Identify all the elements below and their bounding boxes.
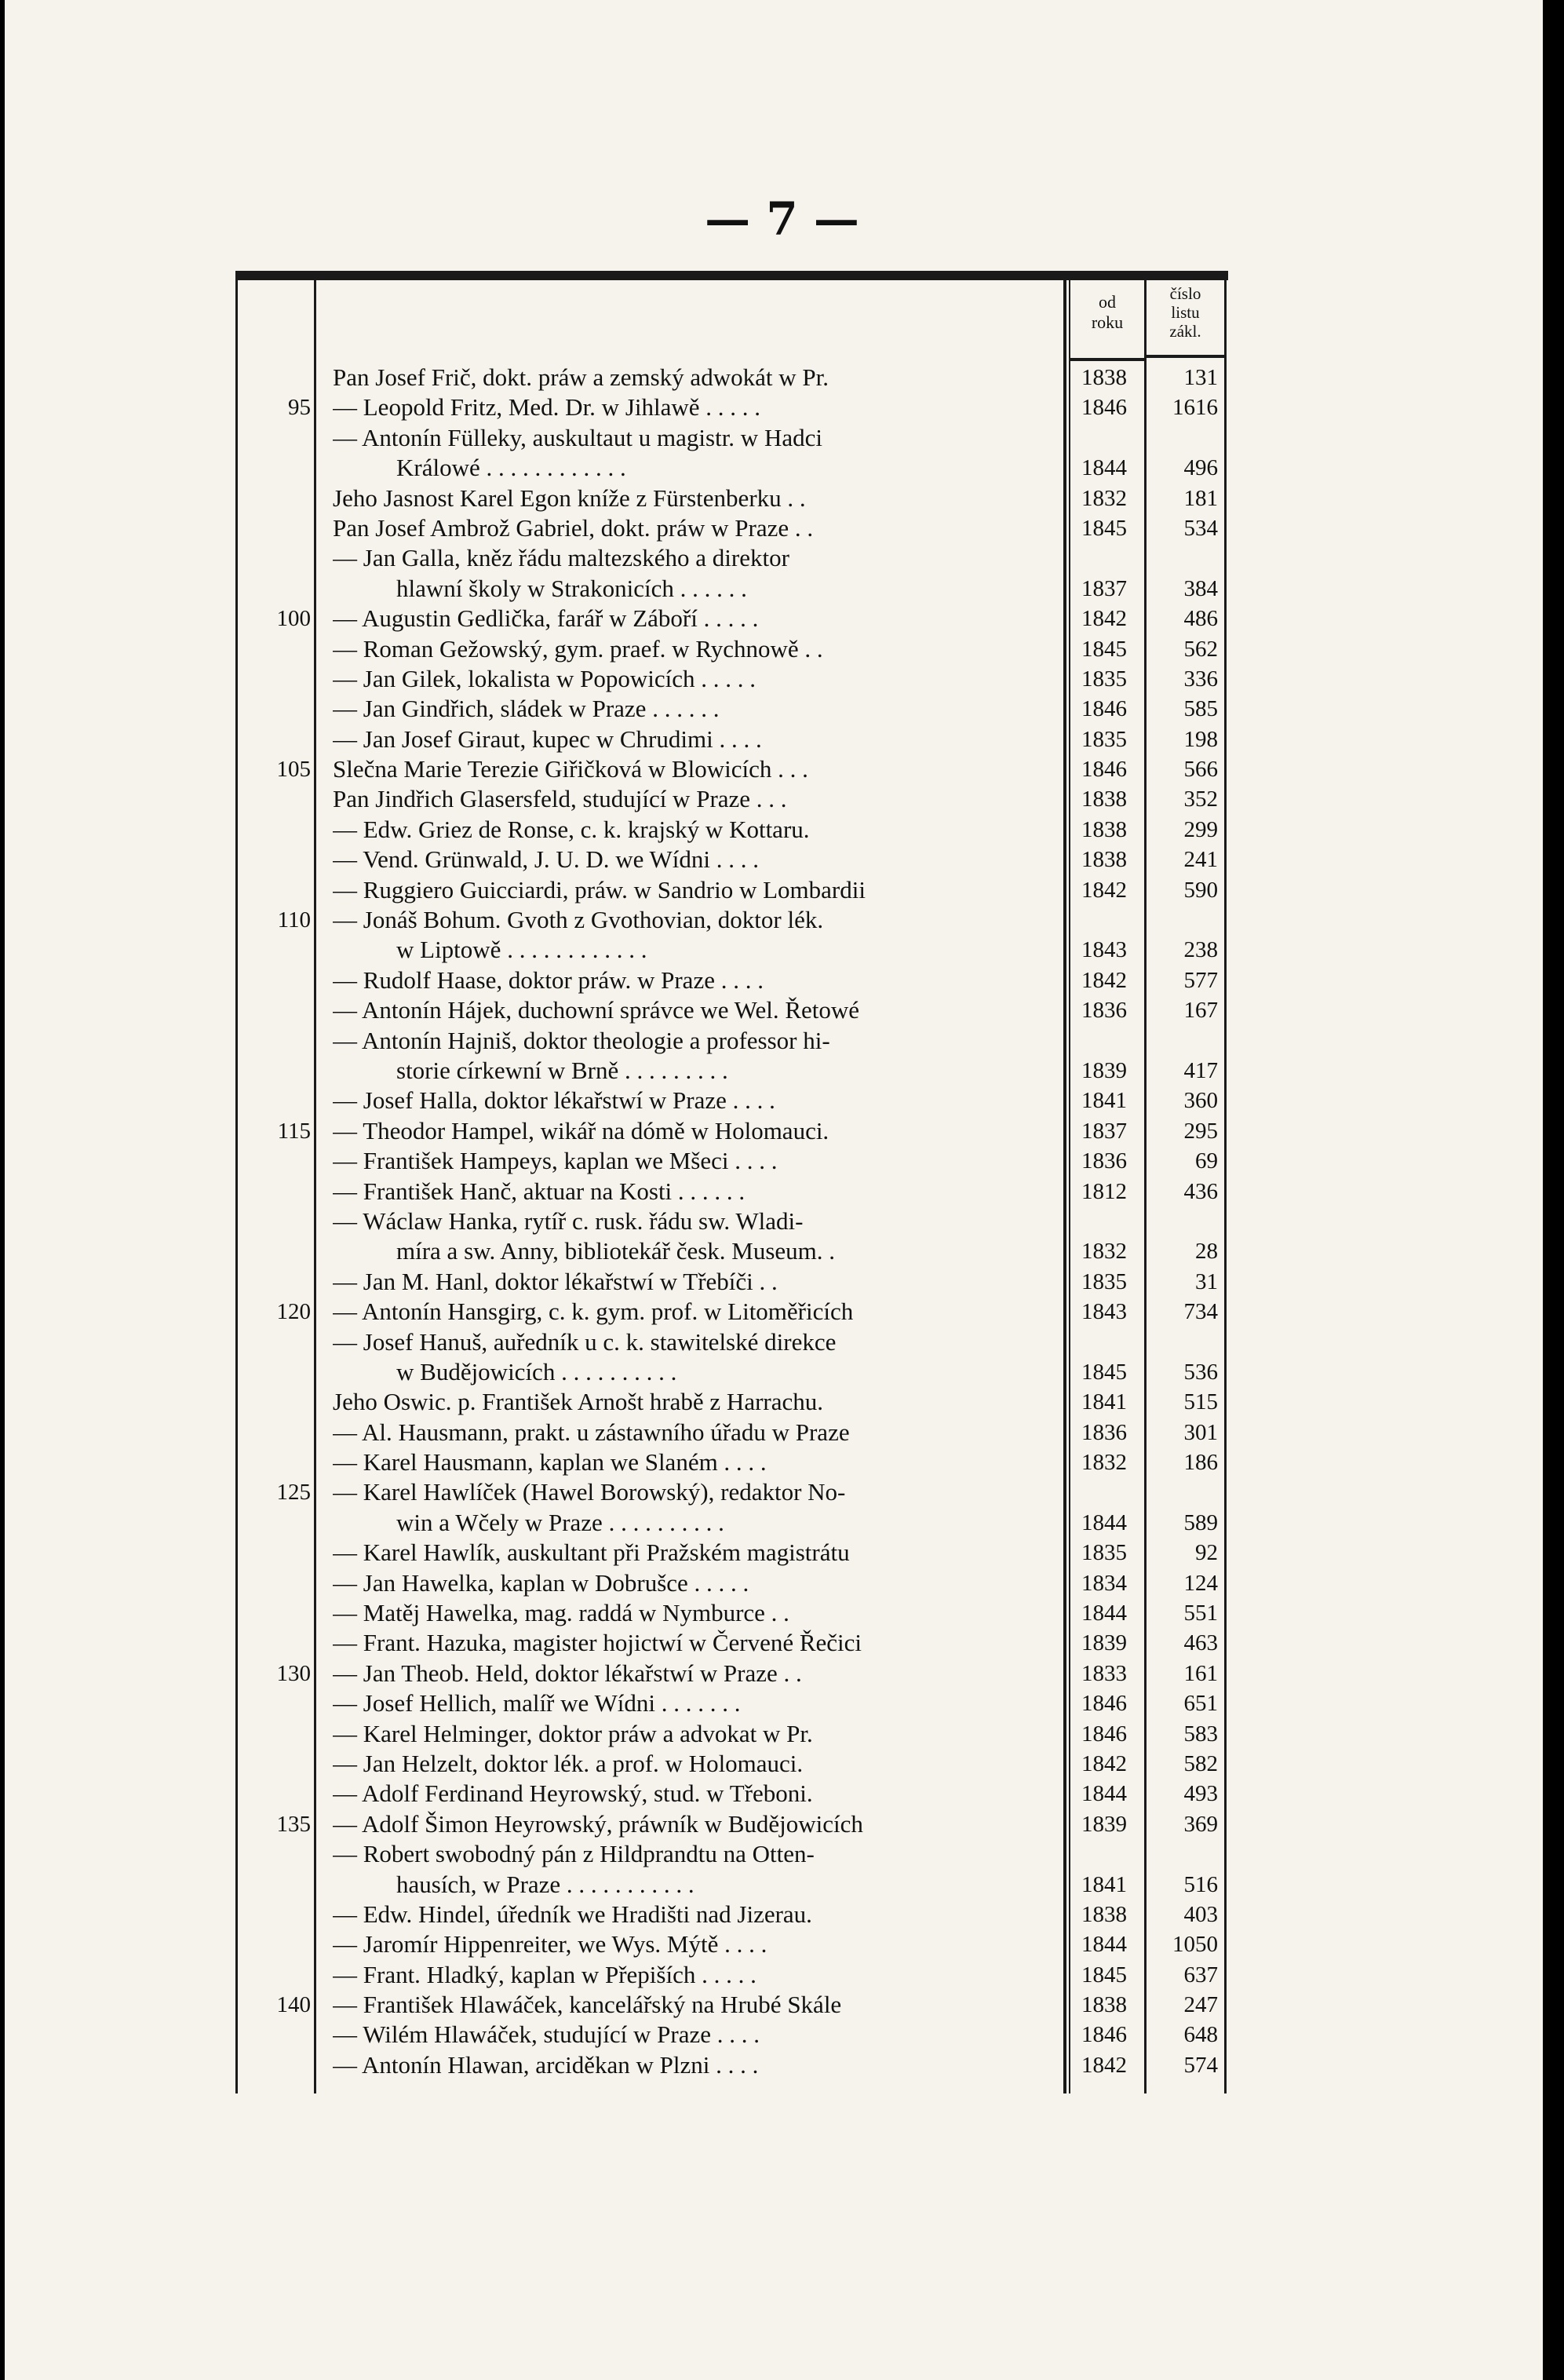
entry-text: — Jan Helzelt, doktor lék. a prof. w Holomauci. (333, 1749, 804, 1777)
table-row (0, 1327, 1564, 1357)
entry-year: 1839 (1081, 1057, 1127, 1083)
entry-sheet-number: 28 (1195, 1239, 1218, 1265)
entry-year: 1838 (1081, 847, 1127, 873)
entry-sheet-number: 1616 (1172, 395, 1218, 421)
entry-year: 1837 (1081, 575, 1127, 601)
table-row (0, 1688, 1564, 1718)
entry-text: — Leopold Fritz, Med. Dr. w Jihlawě . . . . . (333, 393, 761, 422)
entry-sheet-number: 131 (1183, 365, 1218, 390)
register-table (0, 363, 1564, 2080)
table-row (0, 1357, 1564, 1387)
entry-text: — Jan Josef Giraut, kupec w Chrudimi . . . . (333, 725, 762, 753)
entry-text: Slečna Marie Terezie Giřičková w Blowicích . . . (333, 755, 808, 783)
entry-sheet-number: 352 (1183, 787, 1218, 812)
entry-text: — Al. Hausmann, prakt. u zástawního úřadu w Praze (333, 1418, 850, 1446)
entry-sheet-number: 515 (1183, 1389, 1218, 1415)
entry-text: Jeho Jasnost Karel Egon kníže z Fürstenberku . . (333, 484, 806, 512)
entry-sheet-number: 69 (1195, 1148, 1218, 1174)
entry-text: — Jan Gilek, lokalista w Popowicích . . . . . (333, 664, 756, 692)
entry-year: 1844 (1081, 1509, 1127, 1535)
entry-text: — Roman Gežowský, gym. praef. w Rychnowě . . (333, 634, 823, 663)
entry-sheet-number: 536 (1183, 1359, 1218, 1385)
table-row (0, 1929, 1564, 1959)
entry-text: — Theodor Hampel, wikář na dómě w Holomauci. (333, 1116, 829, 1144)
entry-year: 1838 (1081, 787, 1127, 812)
entry-text: — Karel Hawlíček (Hawel Borowský), redaktor No- (333, 1478, 846, 1506)
table-row (0, 1779, 1564, 1809)
entry-year: 1845 (1081, 636, 1127, 662)
entry-year: 1845 (1081, 1359, 1127, 1385)
row-index: 100 (276, 606, 311, 632)
entry-text: — Adolf Ferdinand Heyrowský, stud. w Třeboni. (333, 1780, 813, 1808)
year-header-rule (1070, 358, 1144, 361)
entry-year: 1846 (1081, 1721, 1127, 1747)
entry-sheet-number: 186 (1183, 1450, 1218, 1476)
entry-text: — František Hampeys, kaplan we Mšeci . . . . (333, 1147, 778, 1175)
entry-year: 1838 (1081, 1992, 1127, 2018)
entry-text: — Antonín Fülleky, auskultaut u magistr. w Hadci (333, 423, 822, 451)
entry-text: — Matěj Hawelka, mag. raddá w Nymburce . . (333, 1599, 789, 1627)
entry-year: 1842 (1081, 1750, 1127, 1776)
entry-year: 1846 (1081, 757, 1127, 783)
entry-sheet-number: 463 (1183, 1630, 1218, 1656)
entry-text: — Frant. Hladký, kaplan w Přepiších . . . . . (333, 1960, 756, 1988)
entry-year: 1842 (1081, 967, 1127, 993)
year-header-line-2: roku (1091, 312, 1124, 332)
entry-year: 1844 (1081, 1781, 1127, 1807)
entry-sheet-number: 167 (1183, 998, 1218, 1024)
entry-text: — Antonín Hlawan, arciděkan w Plzni . . . . (333, 2050, 759, 2079)
entry-text: Jeho Oswic. p. František Arnošt hrabě z Harrachu. (333, 1388, 823, 1416)
table-row (0, 543, 1564, 573)
entry-year: 1838 (1081, 816, 1127, 842)
row-index: 135 (276, 1811, 311, 1837)
entry-sheet-number: 436 (1183, 1178, 1218, 1204)
table-row (0, 513, 1564, 543)
entry-sheet-number: 496 (1183, 455, 1218, 481)
entry-sheet-number: 648 (1183, 2022, 1218, 2048)
entry-text: — Robert swobodný pán z Hildprandtu na Otten- (333, 1840, 815, 1868)
entry-sheet-number: 637 (1183, 1962, 1218, 1988)
entry-text: — Ruggiero Guicciardi, práw. w Sandrio w Lombardii (333, 875, 866, 903)
entry-text: — Wilém Hlawáček, studující w Praze . . . . (333, 2020, 760, 2049)
entry-text: — Wáclaw Hanka, rytíř c. rusk. řádu sw. Wladi- (333, 1206, 804, 1235)
table-row (0, 1056, 1564, 1086)
row-index: 120 (276, 1299, 311, 1325)
entry-text: — Jonáš Bohum. Gvoth z Gvothovian, doktor lék. (333, 906, 824, 934)
table-row (0, 634, 1564, 664)
entry-year: 1845 (1081, 515, 1127, 541)
entry-year: 1841 (1081, 1088, 1127, 1114)
table-row (0, 1870, 1564, 1900)
entry-sheet-number: 299 (1183, 816, 1218, 842)
table-row (0, 966, 1564, 995)
entry-text: — Jan Hawelka, kaplan w Dobrušce . . . . . (333, 1568, 749, 1597)
row-index: 95 (288, 395, 311, 421)
entry-year: 1846 (1081, 395, 1127, 421)
table-row (0, 392, 1564, 422)
table-row (0, 1900, 1564, 1929)
entry-year: 1842 (1081, 2052, 1127, 2078)
entry-sheet-number: 247 (1183, 1992, 1218, 2018)
row-index: 110 (277, 907, 311, 933)
entry-text: — Jaromír Hippenreiter, we Wys. Mýtě . . . . (333, 1930, 767, 1958)
table-row (0, 1960, 1564, 1990)
entry-text: Pan Jindřich Glasersfeld, studující w Praze . . . (333, 785, 787, 813)
table-row (0, 1508, 1564, 1538)
entry-sheet-number: 486 (1183, 606, 1218, 632)
table-row (0, 1447, 1564, 1477)
entry-sheet-number: 585 (1183, 696, 1218, 722)
entry-text: — Antonín Hájek, duchowní správce we Wel. Řetowé (333, 996, 860, 1024)
entry-sheet-number: 516 (1183, 1871, 1218, 1897)
entry-year: 1844 (1081, 455, 1127, 481)
table-row (0, 845, 1564, 874)
entry-text: míra a sw. Anny, bibliotekář česk. Museum. . (396, 1237, 836, 1265)
entry-text: — Karel Helminger, doktor práw a advokat w Pr. (333, 1719, 813, 1747)
entry-year: 1839 (1081, 1630, 1127, 1656)
entry-text: — Jan Galla, kněz řádu maltezského a direktor (333, 544, 789, 572)
entry-sheet-number: 295 (1183, 1118, 1218, 1144)
table-row (0, 935, 1564, 965)
entry-year: 1835 (1081, 1268, 1127, 1294)
entry-text: — Rudolf Haase, doktor práw. w Praze . . . . (333, 966, 764, 994)
entry-sheet-number: 589 (1183, 1509, 1218, 1535)
entry-sheet-number: 181 (1183, 485, 1218, 511)
entry-text: — František Hlawáček, kancelářský na Hrubé Skále (333, 1991, 842, 2019)
table-row (0, 875, 1564, 905)
table-row (0, 1477, 1564, 1507)
table-top-rule (235, 271, 1228, 280)
entry-year: 1835 (1081, 666, 1127, 692)
entry-text: — Antonín Hajniš, doktor theologie a professor hi- (333, 1026, 830, 1054)
entry-year: 1836 (1081, 1419, 1127, 1445)
table-row (0, 363, 1564, 392)
table-row (0, 1177, 1564, 1206)
entry-text: — Vend. Grünwald, J. U. D. we Wídni . . . . (333, 845, 760, 874)
entry-text: — Adolf Šimon Heyrowský, práwník w Budějowicích (333, 1809, 863, 1838)
number-header-line-2: listu (1171, 303, 1200, 322)
entry-text: — Edw. Griez de Ronse, c. k. krajský w Kottaru. (333, 815, 810, 843)
entry-year: 1841 (1081, 1389, 1127, 1415)
table-row (0, 1206, 1564, 1236)
table-row (0, 905, 1564, 935)
entry-year: 1842 (1081, 606, 1127, 632)
entry-year: 1842 (1081, 877, 1127, 903)
entry-sheet-number: 551 (1183, 1601, 1218, 1626)
table-row (0, 754, 1564, 784)
entry-sheet-number: 198 (1183, 726, 1218, 752)
table-row (0, 2050, 1564, 2080)
entry-text: — Karel Hawlík, auskultant při Pražském magistrátu (333, 1539, 850, 1567)
entry-sheet-number: 651 (1183, 1691, 1218, 1717)
entry-text: Pan Josef Ambrož Gabriel, dokt. práw w Praze . . (333, 513, 814, 542)
table-row (0, 784, 1564, 814)
table-row (0, 1719, 1564, 1749)
entry-sheet-number: 336 (1183, 666, 1218, 692)
entry-sheet-number: 301 (1183, 1419, 1218, 1445)
entry-year: 1846 (1081, 696, 1127, 722)
entry-year: 1837 (1081, 1118, 1127, 1144)
entry-year: 1836 (1081, 998, 1127, 1024)
table-row (0, 574, 1564, 604)
entry-sheet-number: 590 (1183, 877, 1218, 903)
entry-sheet-number: 124 (1183, 1570, 1218, 1596)
row-index: 115 (277, 1118, 311, 1144)
entry-year: 1812 (1081, 1178, 1127, 1204)
entry-text: — Josef Halla, doktor lékařstwí w Praze . . . . (333, 1086, 775, 1115)
entry-text: — Karel Hausmann, kaplan we Slaném . . . . (333, 1448, 767, 1477)
number-header-line-1: číslo (1169, 284, 1201, 303)
entry-sheet-number: 241 (1183, 847, 1218, 873)
table-row (0, 1839, 1564, 1869)
table-row (0, 694, 1564, 724)
entry-sheet-number: 1050 (1172, 1932, 1218, 1958)
entry-text: w Budějowicích . . . . . . . . . . (396, 1357, 677, 1385)
table-row (0, 1659, 1564, 1688)
entry-sheet-number: 403 (1183, 1901, 1218, 1927)
row-index: 125 (276, 1480, 311, 1506)
entry-sheet-number: 577 (1183, 967, 1218, 993)
entry-sheet-number: 566 (1183, 757, 1218, 783)
number-column-header (1147, 284, 1224, 341)
entry-text: — Antonín Hansgirg, c. k. gym. prof. w Litoměřicích (333, 1298, 854, 1326)
table-row (0, 1990, 1564, 2020)
entry-text: — Frant. Hazuka, magister hojictwí w Červené Řečici (333, 1629, 862, 1657)
table-row (0, 1387, 1564, 1417)
table-row (0, 815, 1564, 845)
table-row (0, 1297, 1564, 1327)
entry-year: 1843 (1081, 937, 1127, 963)
table-row (0, 1026, 1564, 1056)
entry-sheet-number: 582 (1183, 1750, 1218, 1776)
table-row (0, 1749, 1564, 1779)
entry-text: — Augustin Gedlička, farář w Záboří . . . . . (333, 604, 759, 633)
year-header-line-1: od (1099, 292, 1116, 312)
entry-year: 1833 (1081, 1660, 1127, 1686)
entry-year: 1838 (1081, 365, 1127, 390)
page-number: — 7 — (705, 192, 859, 246)
entry-sheet-number: 238 (1183, 937, 1218, 963)
entry-year: 1832 (1081, 485, 1127, 511)
entry-sheet-number: 574 (1183, 2052, 1218, 2078)
entry-year: 1834 (1081, 1570, 1127, 1596)
entry-sheet-number: 734 (1183, 1299, 1218, 1325)
row-index: 130 (276, 1660, 311, 1686)
entry-text: hausích, w Praze . . . . . . . . . . . (396, 1870, 695, 1898)
entry-year: 1844 (1081, 1601, 1127, 1626)
entry-sheet-number: 583 (1183, 1721, 1218, 1747)
entry-year: 1836 (1081, 1148, 1127, 1174)
entry-text: win a Wčely w Praze . . . . . . . . . . (396, 1508, 724, 1536)
entry-text: — Jan Theob. Held, doktor lékařstwí w Praze . . (333, 1659, 802, 1687)
table-row (0, 664, 1564, 694)
year-column-header (1070, 292, 1144, 333)
entry-sheet-number: 369 (1183, 1811, 1218, 1837)
entry-text: w Liptowě . . . . . . . . . . . . (396, 936, 647, 964)
entry-sheet-number: 161 (1183, 1660, 1218, 1686)
entry-text: — Jan Gindřich, sládek w Praze . . . . . . (333, 695, 720, 723)
entry-year: 1841 (1081, 1871, 1127, 1897)
entry-year: 1835 (1081, 726, 1127, 752)
table-row (0, 453, 1564, 483)
table-row (0, 1598, 1564, 1628)
entry-year: 1844 (1081, 1932, 1127, 1958)
entry-year: 1838 (1081, 1901, 1127, 1927)
entry-text: — Jan M. Hanl, doktor lékařstwí w Třebíči . . (333, 1267, 778, 1295)
entry-text: hlawní školy w Strakonicích . . . . . . (396, 574, 747, 602)
table-row (0, 1086, 1564, 1115)
table-row (0, 1809, 1564, 1839)
table-row (0, 604, 1564, 633)
entry-text: Pan Josef Frič, dokt. práw a zemský adwokát w Pr. (333, 363, 829, 391)
entry-text: storie církewní w Brně . . . . . . . . . (396, 1056, 728, 1084)
table-row (0, 1236, 1564, 1266)
entry-sheet-number: 417 (1183, 1057, 1218, 1083)
entry-year: 1843 (1081, 1299, 1127, 1325)
table-row (0, 1568, 1564, 1598)
table-row (0, 1146, 1564, 1176)
table-row (0, 1116, 1564, 1146)
entry-sheet-number: 31 (1195, 1268, 1218, 1294)
entry-year: 1845 (1081, 1962, 1127, 1988)
entry-sheet-number: 493 (1183, 1781, 1218, 1807)
entry-year: 1839 (1081, 1811, 1127, 1837)
entry-text: Králowé . . . . . . . . . . . . (396, 454, 626, 482)
number-header-rule (1147, 355, 1224, 358)
table-row (0, 1628, 1564, 1658)
table-row (0, 1418, 1564, 1447)
table-row (0, 484, 1564, 513)
row-index: 105 (276, 757, 311, 783)
entry-text: — František Hanč, aktuar na Kosti . . . . . . (333, 1177, 746, 1205)
entry-year: 1832 (1081, 1239, 1127, 1265)
table-row (0, 725, 1564, 754)
entry-text: — Josef Hanuš, auředník u c. k. stawitelské direkce (333, 1327, 837, 1356)
entry-sheet-number: 92 (1195, 1540, 1218, 1566)
entry-sheet-number: 562 (1183, 636, 1218, 662)
number-header-line-3: zákl. (1169, 322, 1201, 341)
table-row (0, 1267, 1564, 1297)
table-row (0, 2020, 1564, 2050)
table-row (0, 1538, 1564, 1568)
entry-year: 1832 (1081, 1450, 1127, 1476)
entry-year: 1835 (1081, 1540, 1127, 1566)
table-row (0, 995, 1564, 1025)
row-index: 140 (276, 1992, 311, 2018)
entry-year: 1846 (1081, 2022, 1127, 2048)
table-row (0, 423, 1564, 453)
entry-sheet-number: 534 (1183, 515, 1218, 541)
entry-sheet-number: 384 (1183, 575, 1218, 601)
entry-year: 1846 (1081, 1691, 1127, 1717)
entry-text: — Edw. Hindel, úředník we Hradišti nad Jizerau. (333, 1900, 812, 1928)
entry-sheet-number: 360 (1183, 1088, 1218, 1114)
entry-text: — Josef Hellich, malíř we Wídni . . . . . . . (333, 1689, 741, 1717)
